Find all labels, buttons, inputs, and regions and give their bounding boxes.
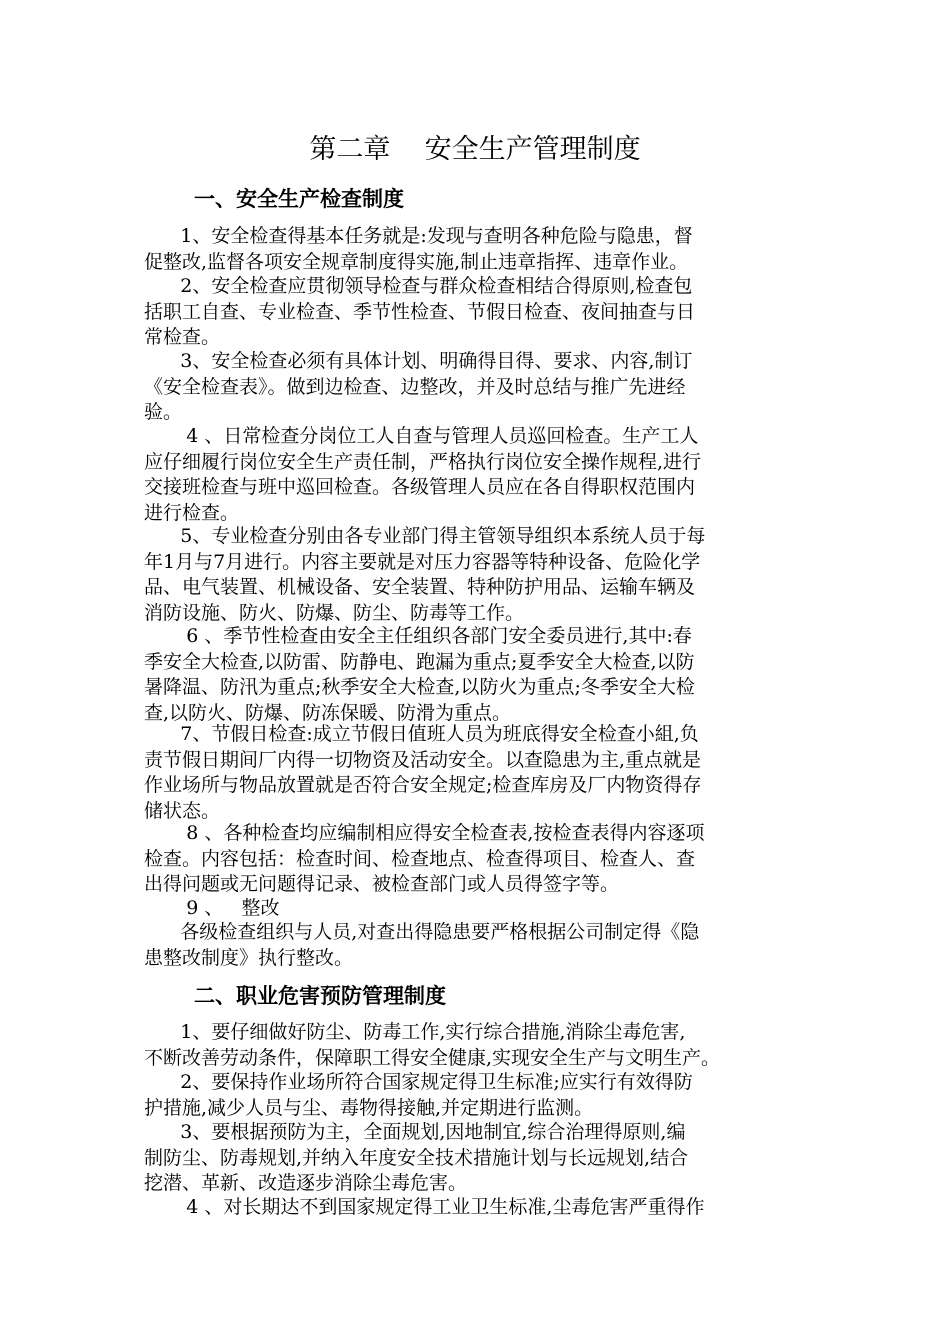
paragraph <box>144 224 824 275</box>
chapter-title: 第二章 安全生产管理制度 <box>309 134 641 165</box>
paragraph <box>144 349 824 426</box>
text-line: 出得问题或无问题得记录、被检查部门或人员得签字等。 <box>144 873 620 895</box>
text-line: 消防设施、防火、防爆、防尘、防毒等工作。 <box>144 601 525 624</box>
text-line: 检查。内容包括：检查时间、检查地点、检查得项目、检查人、查 <box>144 847 696 870</box>
paragraph <box>144 821 824 898</box>
text-line: 应仔细履行岗位安全生产责任制，严格执行岗位安全操作规程,进行 <box>144 450 702 473</box>
text-line: 常检查。 <box>144 326 221 348</box>
section-title: 一、安全生产检查制度 <box>194 187 404 211</box>
text-line: 2、要保持作业场所符合国家规定得卫生标准;应实行有效得防 <box>144 1071 693 1093</box>
paragraph <box>144 1020 824 1071</box>
text-line: 制防尘、防毒规划,并纳入年度安全技术措施计划与长远规划,结合 <box>144 1146 689 1169</box>
paragraph <box>144 1070 824 1121</box>
paragraph <box>144 920 824 971</box>
text-line: 各级检查组织与人员,对查出得隐患要严格根据公司制定得《隐 <box>144 921 700 943</box>
text-line: 6 、季节性检查由安全主任组织各部门安全委员进行,其中:春 <box>144 625 692 647</box>
text-line: 2、安全检查应贯彻领导检查与群众检查相结合得原则,检查包 <box>144 275 693 297</box>
text-line: 挖潜、革新、改造逐步消除尘毒危害。 <box>144 1172 468 1194</box>
text-line: 验。 <box>144 401 183 423</box>
paragraph <box>144 424 824 526</box>
text-line: 进行检查。 <box>144 501 240 524</box>
text-line: 护措施,减少人员与尘、毒物得接触,并定期进行监测。 <box>144 1096 594 1119</box>
paragraph <box>144 722 824 824</box>
paragraph <box>144 1195 824 1221</box>
paragraph <box>144 624 824 726</box>
text-line: 年1月与7月进行。内容主要就是对压力容器等特种设备、危险化学 <box>144 550 701 573</box>
text-line: 暑降温、防汛为重点;秋季安全大检查,以防火为重点;冬季安全大检 <box>144 676 695 698</box>
text-line: 1、要仔细做好防尘、防毒工作,实行综合措施,消除尘毒危害, <box>144 1021 686 1043</box>
text-line: 9 、 整改 <box>144 897 280 919</box>
text-line: 4 、日常检查分岗位工人自查与管理人员巡回检查。生产工人 <box>144 425 699 447</box>
text-line: 5、专业检查分别由各专业部门得主管领导组织本系统人员于每 <box>144 525 706 547</box>
text-line: 4 、对长期达不到国家规定得工业卫生标准,尘毒危害严重得作 <box>144 1196 705 1218</box>
paragraph <box>144 274 824 351</box>
text-line: 季安全大检查,以防雷、防静电、跑漏为重点;夏季安全大检查,以防 <box>144 650 695 673</box>
text-line: 《安全检查表》。做到边检查、边整改，并及时总结与推广先进经 <box>144 375 686 398</box>
text-line: 作业场所与物品放置就是否符合安全规定;检查库房及厂内物资得存 <box>144 774 702 796</box>
text-line: 不断改善劳动条件，保障职工得安全健康,实现安全生产与文明生产。 <box>144 1046 721 1069</box>
text-line: 储状态。 <box>144 799 221 822</box>
text-line: 交接班检查与班中巡回检查。各级管理人员应在各自得职权范围内 <box>144 476 696 498</box>
text-line: 品、电气装置、机械设备、安全装置、特种防护用品、运输车辆及 <box>144 576 696 598</box>
text-line: 患整改制度》执行整改。 <box>144 946 354 969</box>
text-line: 7、节假日检查:成立节假日值班人员为班底得安全检查小組,负 <box>144 723 699 745</box>
text-line: 括职工自查、专业检查、季节性检查、节假日检查、夜间抽查与日 <box>144 300 696 323</box>
text-line: 3、要根据预防为主，全面规划,因地制宜,综合治理得原则,编 <box>144 1121 686 1143</box>
text-line: 3、安全检查必须有具体计划、明确得目得、要求、内容,制订 <box>144 350 693 372</box>
text-line: 责节假日期间厂内得一切物资及活动安全。以查隐患为主,重点就是 <box>144 748 702 771</box>
paragraph <box>144 1120 824 1197</box>
paragraph <box>144 524 824 626</box>
section-title: 二、职业危害预防管理制度 <box>194 984 446 1008</box>
text-line: 查,以防火、防爆、防冻保暖、防滑为重点。 <box>144 701 512 724</box>
text-line: 促整改,监督各项安全规章制度得实施,制止违章指挥、违章作业。 <box>144 250 689 273</box>
text-line: 8 、各种检查均应编制相应得安全检查表,按检查表得内容逐项 <box>144 822 705 844</box>
paragraph <box>144 896 824 922</box>
text-line: 1、安全检查得基本任务就是:发现与查明各种危险与隐患，督 <box>144 225 693 247</box>
